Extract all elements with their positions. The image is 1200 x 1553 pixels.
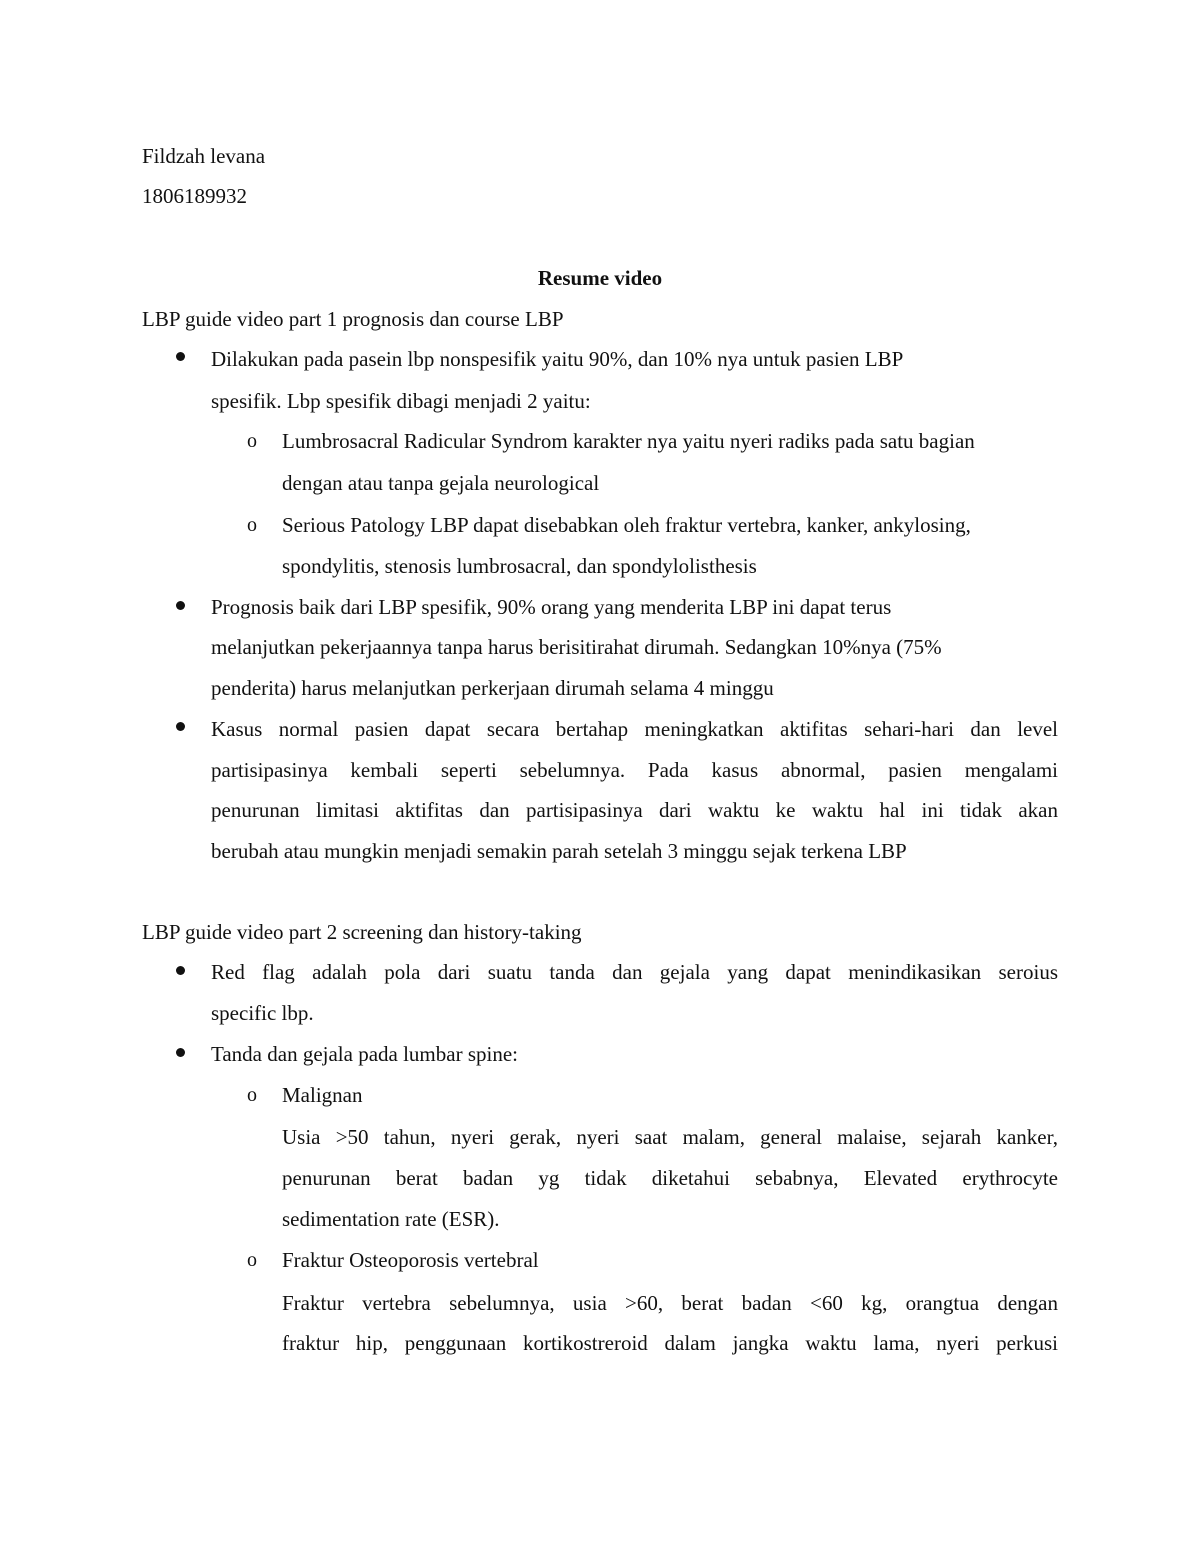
- part1-sub1-line1: Lumbrosacral Radicular Syndrom karakter nya yaitu nyeri radiks pada satu bagian: [282, 429, 975, 453]
- part2-sub1-line2: penurunan berat badan yg tidak diketahui sebabnya, Elevated erythrocyte: [282, 1166, 1058, 1190]
- part2-bullet1-line1: Red flag adalah pola dari suatu tanda dan gejala yang dapat menindikasikan seroius: [211, 960, 1058, 984]
- bullet-marker: [176, 352, 185, 361]
- part1-bullet2-line2: melanjutkan pekerjaannya tanpa harus berisitirahat dirumah. Sedangkan 10%nya (75%: [211, 635, 942, 659]
- bullet-marker: [176, 1048, 185, 1057]
- part2-sub1-line3: sedimentation rate (ESR).: [282, 1207, 500, 1231]
- part1-bullet2-line1: Prognosis baik dari LBP spesifik, 90% orang yang menderita LBP ini dapat terus: [211, 595, 892, 619]
- part1-bullet3-line4: berubah atau mungkin menjadi semakin parah setelah 3 minggu sejak terkena LBP: [211, 839, 907, 863]
- part1-bullet1-line1: Dilakukan pada pasein lbp nonspesifik yaitu 90%, dan 10% nya untuk pasien LBP: [211, 347, 904, 371]
- sub-bullet-marker: o: [247, 1249, 257, 1271]
- bullet-marker: [176, 601, 185, 610]
- part2-sub2-label: Fraktur Osteoporosis vertebral: [282, 1248, 539, 1272]
- part1-bullet1-line2: spesifik. Lbp spesifik dibagi menjadi 2 yaitu:: [211, 389, 591, 413]
- part1-sub1-line2: dengan atau tanpa gejala neurological: [282, 471, 600, 495]
- sub-bullet-marker: o: [247, 430, 257, 452]
- part1-bullet3-line1: Kasus normal pasien dapat secara bertahap meningkatkan aktifitas sehari-hari dan level: [211, 717, 1058, 741]
- part2-heading: LBP guide video part 2 screening dan history-taking: [142, 920, 582, 944]
- part2-bullet1-line2: specific lbp.: [211, 1001, 314, 1025]
- part2-sub2-line2: fraktur hip, penggunaan kortikostreroid dalam jangka waktu lama, nyeri perkusi: [282, 1331, 1058, 1355]
- part2-sub2-line1: Fraktur vertebra sebelumnya, usia >60, berat badan <60 kg, orangtua dengan: [282, 1291, 1058, 1315]
- author-name: Fildzah levana: [142, 144, 266, 168]
- part1-bullet3-line3: penurunan limitasi aktifitas dan partisipasinya dari waktu ke waktu hal ini tidak akan: [211, 798, 1058, 822]
- part2-sub1-label: Malignan: [282, 1083, 363, 1107]
- part1-sub2-line1: Serious Patology LBP dapat disebabkan oleh fraktur vertebra, kanker, ankylosing,: [282, 513, 971, 537]
- sub-bullet-marker: o: [247, 514, 257, 536]
- sub-bullet-marker: o: [247, 1084, 257, 1106]
- part2-bullet2-line1: Tanda dan gejala pada lumbar spine:: [211, 1042, 518, 1066]
- bullet-marker: [176, 722, 185, 731]
- part1-heading: LBP guide video part 1 prognosis dan course LBP: [142, 307, 564, 331]
- bullet-marker: [176, 966, 185, 975]
- part2-sub1-line1: Usia >50 tahun, nyeri gerak, nyeri saat malam, general malaise, sejarah kanker,: [282, 1125, 1058, 1149]
- part1-sub2-line2: spondylitis, stenosis lumbrosacral, dan spondylolisthesis: [282, 554, 757, 578]
- document-title: Resume video: [537, 266, 663, 290]
- part1-bullet3-line2: partisipasinya kembali seperti sebelumnya. Pada kasus abnormal, pasien mengalami: [211, 758, 1058, 782]
- student-id: 1806189932: [142, 184, 247, 208]
- part1-bullet2-line3: penderita) harus melanjutkan perkerjaan dirumah selama 4 minggu: [211, 676, 774, 700]
